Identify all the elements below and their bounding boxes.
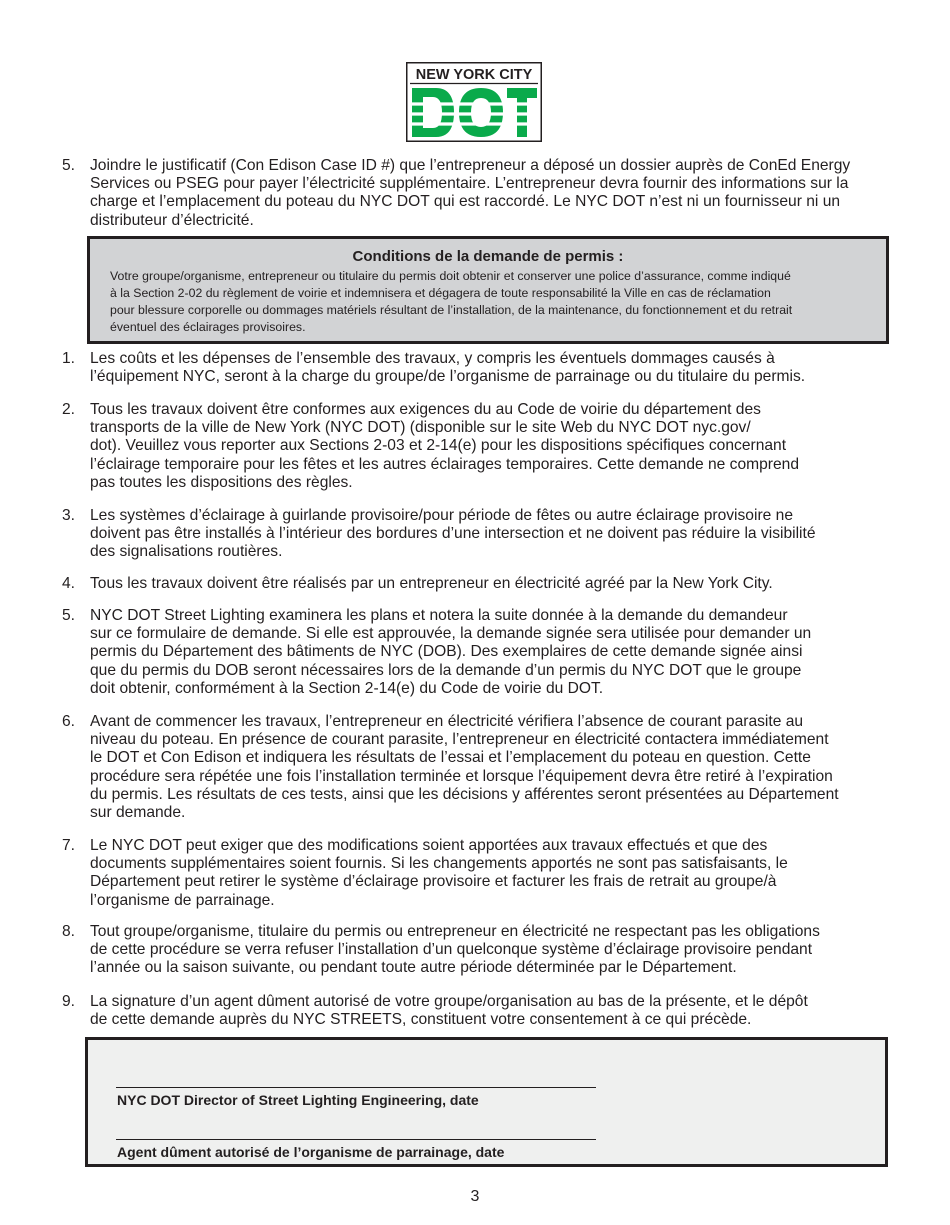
agent-signature-label: Agent dûment autorisé de l’organisme de parrainage, date — [117, 1144, 505, 1160]
list-item — [62, 401, 888, 492]
logo-text: NEW YORK CITY — [415, 67, 533, 83]
item-number: 9. — [62, 993, 76, 1010]
item-text: NYC DOT Street Lighting examinera les plans et notera la suite donnée à la demande du demandeur sur ce formulaire de demande. Si elle est approuvée, la demande signée sera utilisée pour demander un permis du Département des bâtiments de NYC (DOB). Des exemplaires de cette demande signée ainsi que du permis du DOB seront nécessaires lors de la demande d’un permis du NYC DOT que le groupe doit obtenir, conformément à la Section 2-14(e) du Code de voirie du DOT. — [90, 607, 812, 697]
item-number: 3. — [62, 507, 76, 524]
page-number: 3 — [470, 1188, 480, 1205]
item-text: La signature d’un agent dûment autorisé de votre groupe/organisation au bas de la présente, et le dépôt de cette demande auprès du NYC STREETS, constituent votre consentement à ce qui précède. — [90, 993, 808, 1029]
item-text: Les systèmes d’éclairage à guirlande provisoire/pour période de fêtes ou autre éclairage provisoire ne doivent pas être installés à l’intérieur des bordures d’une intersection et ne doivent pas réduire la visibilité des signalisations routières. — [90, 507, 816, 561]
item-number: 8. — [62, 923, 76, 940]
list-item — [62, 507, 888, 562]
list-item — [62, 350, 888, 386]
item-text: Tous les travaux doivent être conformes aux exigences du au Code de voirie du département des transports de la ville de New York (NYC DOT) (disponible sur le site Web du NYC DOT nyc.gov/ dot). Veuillez vous reporter aux Sections 2-03 et 2-14(e) pour les dispositions spécifiques concernant l’éclairage temporaire pour les fêtes et les autres éclairages temporaires. Cette demande ne comprend pas toutes les dispositions des règles. — [90, 401, 800, 491]
item-number: 5. — [62, 607, 76, 624]
item-number: 5. — [62, 157, 76, 174]
item-text: Les coûts et les dépenses de l’ensemble des travaux, y compris les éventuels dommages causés à l’équipement NYC, seront à la charge du groupe/de l’organisme de parrainage ou du titulaire du permis. — [90, 350, 806, 386]
item-text: Tous les travaux doivent être réalisés par un entrepreneur en électricité agréé par la New York City. — [90, 575, 773, 592]
list-item — [62, 575, 888, 593]
list-item — [62, 607, 888, 698]
item-text: Le NYC DOT peut exiger que des modifications soient apportées aux travaux effectués et que des documents supplémentaires soient fournis. Si les changements apportés ne sont pas satisfaisants, le Département peut retirer le système d’éclairage provisoire et facturer les frais de retrait au groupe/à l’organisme de parrainage. — [90, 837, 788, 909]
list-item — [62, 993, 888, 1029]
list-item — [62, 923, 888, 978]
nyc-dot-logo — [406, 62, 542, 142]
item-number: 4. — [62, 575, 76, 592]
agent-signature-line[interactable] — [116, 1139, 596, 1140]
intro-item — [62, 157, 888, 230]
item-number: 1. — [62, 350, 76, 367]
director-signature-line[interactable] — [116, 1087, 596, 1088]
item-text: Tout groupe/organisme, titulaire du permis ou entrepreneur en électricité ne respectant pas les obligations de cette procédure se verra refuser l’installation d’un quelconque système d’éclairage provisoire pendant l’année ou la saison suivante, ou pendant toute autre période déterminée par le Département. — [90, 923, 820, 977]
list-item — [62, 713, 888, 822]
item-text: Avant de commencer les travaux, l’entrepreneur en électricité vérifiera l’absence de courant parasite au niveau du poteau. En présence de courant parasite, l’entrepreneur en électricité contactera immédiatement le DOT et Con Edison et indiquera les résultats de l’essai et l’emplacement du poteau en question. Cette procédure sera répétée une fois l’installation terminée et lorsque l’équipement devra être retiré à l’expiration du permis. Les résultats de ces tests, ainsi que les décisions y afférentes seront présentées au Département sur demande. — [90, 713, 839, 822]
item-number: 2. — [62, 401, 76, 418]
conditions-body: Votre groupe/organisme, entrepreneur ou titulaire du permis doit obtenir et conserver une police d’assurance, comme indiqué à la Section 2-02 du règlement de voirie et indemnisera et dégagera de toute responsabilité la Ville en cas de réclamation pour blessure corporelle ou dommages matériels résultant de l’installation, de la maintenance, du fonctionnement et du retrait éventuel des éclairages provisoires. — [110, 269, 793, 334]
conditions-box — [87, 236, 889, 344]
director-signature-label: NYC DOT Director of Street Lighting Engineering, date — [117, 1092, 479, 1108]
conditions-title: Conditions de la demande de permis : — [352, 248, 624, 265]
item-number: 7. — [62, 837, 76, 854]
signature-box — [85, 1037, 888, 1167]
list-item — [62, 837, 888, 910]
item-number: 6. — [62, 713, 76, 730]
item-text: Joindre le justificatif (Con Edison Case ID #) que l’entrepreneur a déposé un dossier auprès de ConEd Energy Services ou PSEG pour payer l’électricité supplémentaire. L’entrepreneur devra fournir des informations sur la charge et l’emplacement du poteau du NYC DOT qui est raccordé. Le NYC DOT n’est ni un fournisseur ni un distributeur d’électricité. — [90, 157, 851, 229]
